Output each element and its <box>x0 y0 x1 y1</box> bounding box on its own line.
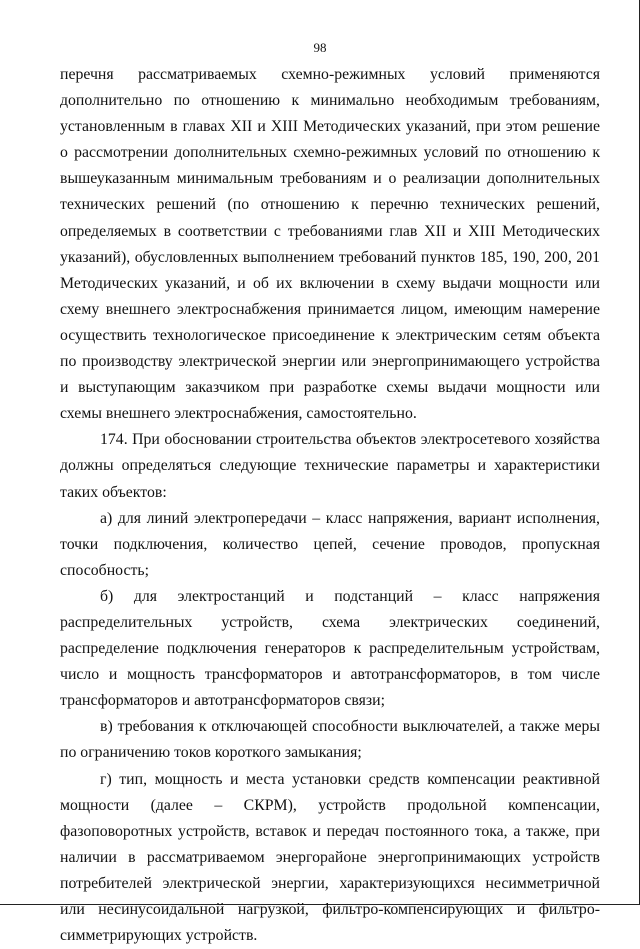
paragraph-subitem-b: б) для электростанций и подстанций – класс напряжения распределительных устройств, схема электрических соединений, распределение подключения генераторов к распределительным устройствам, число и мощность трансформаторов и автотрансформаторов, в том числе трансформаторов и автотрансформаторов связи; <box>60 587 600 710</box>
paragraph-subitem-v: в) требования к отключающей способности выключателей, а также меры по ограничению токов короткого замыкания; <box>60 718 600 762</box>
page-number: 98 <box>313 40 327 55</box>
paragraph-subitem-g: г) тип, мощность и места установки средств компенсации реактивной мощности (далее – СКРМ), устройств продольной компенсации, фазоповоротных устройств, вставок и передач постоянного тока, а также, при наличии в рассматриваемом энергорайоне энергопринимающих устройств потребителей электрической энергии, характеризующихся несимметричной или несинусоидальной нагрузкой, фильтро-компенсирующих и фильтро-симметрирующих устройств. <box>60 770 600 945</box>
paragraph-subitem-a: а) для линий электропередачи – класс напряжения, вариант исполнения, точки подключения, количество цепей, сечение проводов, пропускная способность; <box>60 509 600 579</box>
paragraph-continuation: перечня рассматриваемых схемно-режимных условий применяются дополнительно по отношению к минимально необходимым требованиям, установленным в главах XII и XIII Методических указаний, при этом решение о рассмотрении дополнительных схемно-режимных условий по отношению к вышеуказанным минимальным требованиям и о реализации дополнительных технических решений (по отношению к перечню технических решений, определяемых в соответствии с требованиями глав XII и XIII Методических указаний), обусловленных выполнением требований пунктов 185, 190, 200, 201 Методических указаний, и об их включении в схему выдачи мощности или схему внешнего электроснабжения принимается лицом, имеющим намерение осуществить технологическое присоединение к электрическим сетям объекта по производству электрической энергии или энергопринимающего устройства и выступающим заказчиком при разработке схемы выдачи мощности или схемы внешнего электроснабжения, самостоятельно. <box>60 66 600 423</box>
document-body <box>60 62 600 949</box>
paragraph-item-174: 174. При обосновании строительства объектов электросетевого хозяйства должны определяться следующие технические параметры и характеристики таких объектов: <box>60 431 600 501</box>
